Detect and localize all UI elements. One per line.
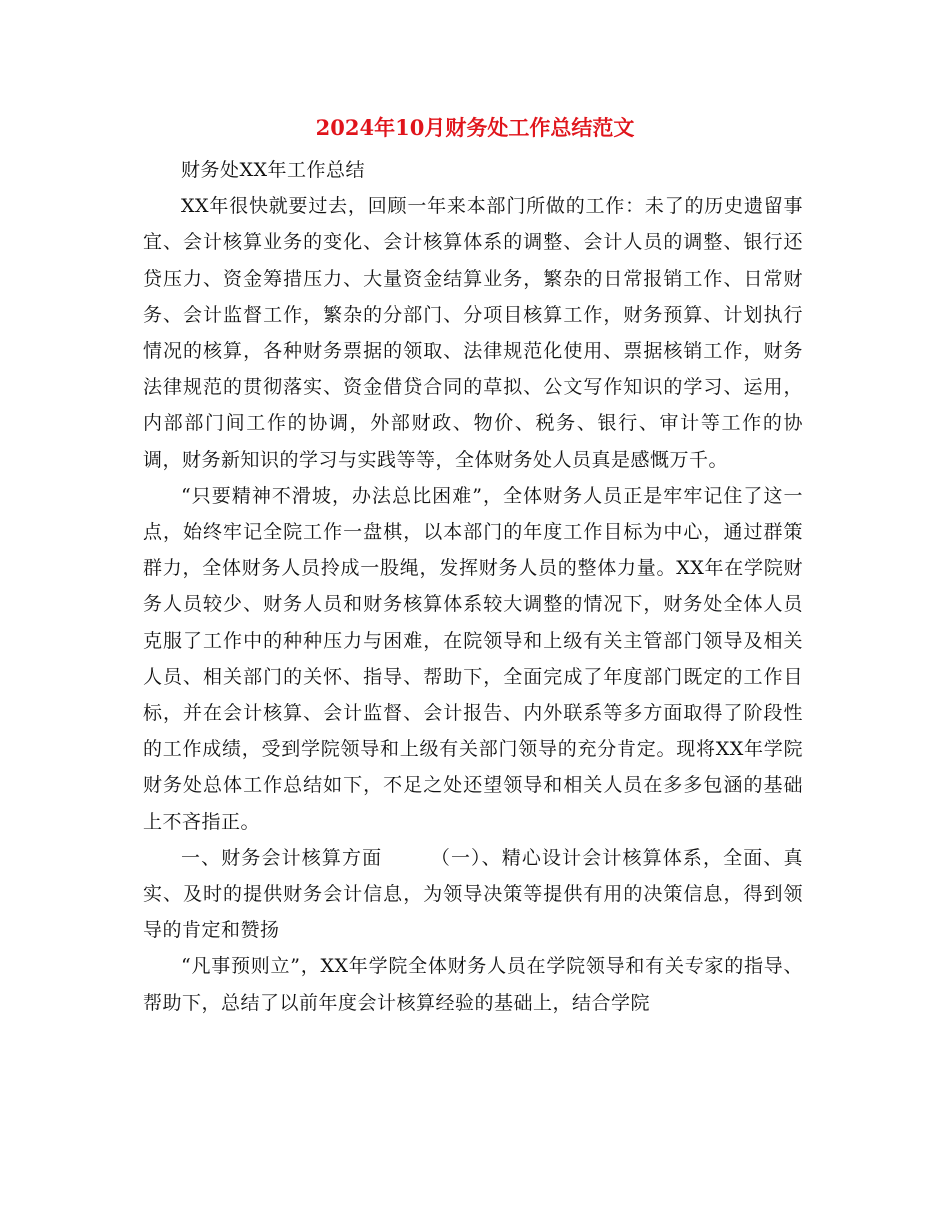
subsection-heading: （一）、精心设计会计核算体系，全面、真实、及时的提供财务会计信息，为领导决策等提供有用的决策信息，得到领导的肯定和赞扬: [143, 846, 803, 942]
paragraph-2: “只要精神不滑坡，办法总比困难”，全体财务人员正是牢牢记住了这一点，始终牢记全院工作一盘棋，以本部门的年度工作目标为中心，通过群策群力，全体财务人员拎成一股绳，发挥财务人员的整体力量。XX年在学院财务人员较少、财务人员和财务核算体系较大调整的情况下，财务处全体人员克服了工作中的种种压力与困难，在院领导和上级有关主管部门领导及相关人员、相关部门的关怀、指导、帮助下，全面完成了年度部门既定的工作目标，并在会计核算、会计监督、会计报告、内外联系等多方面取得了阶段性的工作成绩，受到学院领导和上级有关部门领导的充分肯定。现将XX年学院财务处总体工作总结如下，不足之处还望领导和相关人员在多多包涵的基础上不吝指正。: [143, 484, 803, 833]
subheading: 财务处XX年工作总结: [181, 159, 366, 181]
paragraph-1: XX年很快就要过去，回顾一年来本部门所做的工作：未了的历史遗留事宜、会计核算业务的变化、会计核算体系的调整、会计人员的调整、银行还贷压力、资金筹措压力、大量资金结算业务，繁杂的日常报销工作、日常财务、会计监督工作，繁杂的分部门、分项目核算工作，财务预算、计划执行情况的核算，各种财务票据的领取、法律规范化使用、票据核销工作，财务法律规范的贯彻落实、资金借贷合同的草拟、公文写作知识的学习、运用，内部部门间工作的协调，外部财政、物价、税务、银行、审计等工作的协调，财务新知识的学习与实践等等，全体财务处人员真是感慨万千。: [143, 195, 803, 471]
document-body: [143, 152, 803, 1021]
section-heading: 一、财务会计核算方面: [181, 846, 383, 869]
closing-paragraph: “凡事预则立”，XX年学院全体财务人员在学院领导和有关专家的指导、帮助下，总结了以前年度会计核算经验的基础上，结合学院: [143, 955, 803, 1014]
section-paragraph: [143, 840, 803, 949]
document-title: 2024年10月财务处工作总结范文: [315, 115, 635, 140]
